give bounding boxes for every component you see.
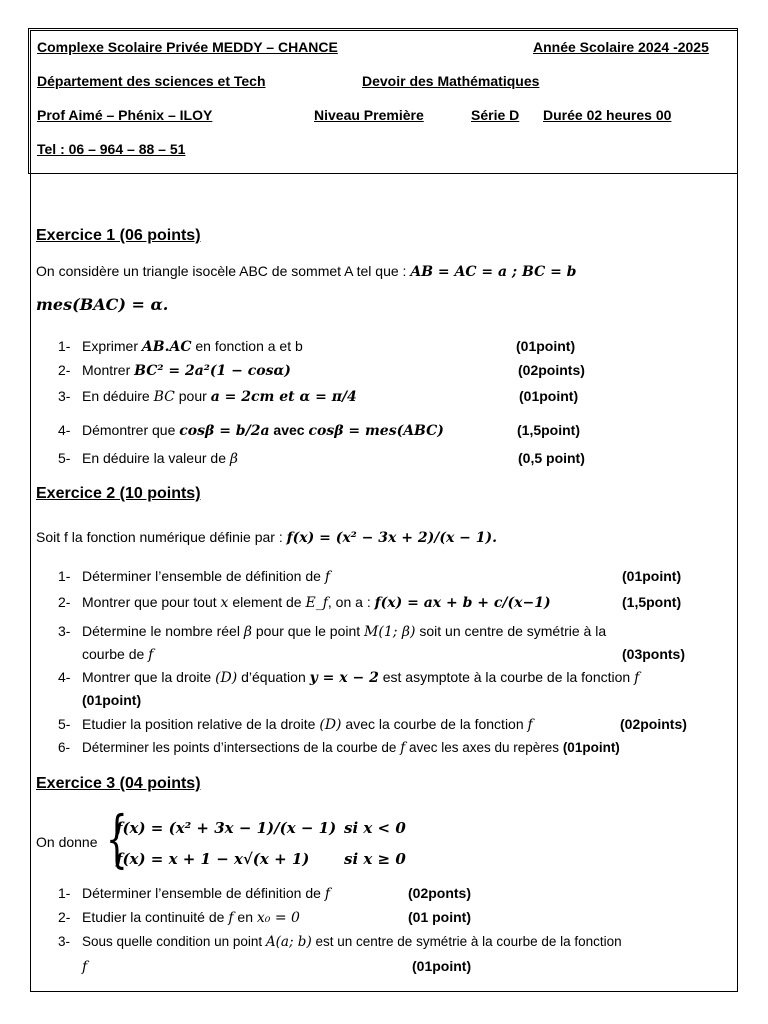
school-name: Complexe Scolaire Privée MEDDY – CHANCE (37, 39, 338, 55)
ex2-item-1-points: (01point) (622, 568, 682, 584)
exam-title: Devoir des Mathématiques (362, 73, 540, 89)
ex2-item-2: 2- Montrer que pour tout x element de E_f, on a : f(x) = ax + b + c/(x−1) (58, 594, 551, 611)
ex1-item-5-points: (0,5 point) (518, 450, 585, 466)
ex2-item-1: 1- Déterminer l’ensemble de définition de f (58, 568, 330, 585)
ex2-item-4-points: (01point) (82, 692, 142, 708)
page-frame (30, 30, 738, 992)
teacher: Prof Aimé – Phénix – ILOY (37, 107, 213, 123)
ex1-item-4: 4- Démontrer que cosβ = b/2a avec cosβ = mes(ABC) (58, 422, 444, 439)
ex3-item-2-points: (01 point) (408, 909, 471, 925)
exercise-1-title: Exercice 1 (06 points) (36, 227, 201, 244)
ex1-item-5: 5- En déduire la valeur de β (58, 450, 238, 467)
level: Niveau Première (314, 107, 424, 123)
ex2-item-5: 5- Etudier la position relative de la droite (D) avec la courbe de la fonction f (58, 716, 533, 733)
department: Département des sciences et Tech (37, 73, 266, 89)
ex1-item-1-points: (01point) (516, 338, 576, 354)
exercise-2-intro: Soit f la fonction numérique définie par : f(x) = (x² − 3x + 2)/(x − 1). (36, 529, 498, 546)
school-year: Année Scolaire 2024 -2025 (533, 39, 709, 55)
exercise-3-intro: On donne (36, 834, 98, 850)
series: Série D (471, 107, 520, 123)
piecewise-brace: { (106, 802, 128, 875)
ex1-item-2-points: (02points) (518, 362, 585, 378)
exercise-1-angle: mes(BAC) = α. (36, 295, 169, 314)
duration: Durée 02 heures 00 (543, 107, 672, 123)
ex2-item-3: 3- Détermine le nombre réel β pour que le point M(1; β) soit un centre de symétrie à la (58, 623, 607, 640)
ex2-item-3-points: (03ponts) (622, 646, 685, 662)
exercise-2-title: Exercice 2 (10 points) (36, 485, 201, 502)
ex3-item-3: 3- Sous quelle condition un point A(a; b) est un centre de symétrie à la courbe de la fonction (58, 934, 622, 950)
ex3-item-3-cont: f (82, 959, 88, 975)
ex3-case-2: f(x) = x + 1 − x√(x + 1) (116, 850, 310, 868)
ex1-item-1: 1- Exprimer AB.AC en fonction a et b (58, 338, 303, 355)
ex2-item-3-cont: courbe de f (82, 646, 154, 663)
telephone: Tel : 06 – 964 – 88 – 51 (37, 141, 186, 157)
ex3-item-1: 1- Déterminer l’ensemble de définition de f (58, 885, 330, 902)
exercise-1-intro: On considère un triangle isocèle ABC de sommet A tel que : AB = AC = a ; BC = b (36, 263, 577, 280)
ex3-item-2: 2- Etudier la continuité de f en x₀ = 0 (58, 909, 300, 926)
ex1-item-3-points: (01point) (519, 388, 579, 404)
ex3-item-1-points: (02ponts) (408, 885, 471, 901)
ex1-item-3: 3- En déduire BC pour a = 2cm et α = π/4 (58, 388, 357, 405)
ex3-case-1: f(x) = (x² + 3x − 1)/(x − 1) (116, 819, 337, 837)
ex2-item-2-points: (1,5pont) (622, 594, 682, 610)
ex1-item-2: 2- Montrer BC² = 2a²(1 − cosα) (58, 362, 291, 379)
ex3-cond-2: si x ≥ 0 (344, 850, 406, 868)
exercise-3-title: Exercice 3 (04 points) (36, 775, 201, 792)
ex2-item-5-points: (02points) (620, 716, 687, 732)
ex3-item-3-points: (01point) (412, 958, 472, 974)
ex1-item-4-points: (1,5point) (517, 422, 580, 438)
ex2-item-4: 4- Montrer que la droite (D) d’équation y = x − 2 est asymptote à la courbe de la fonction f (58, 669, 640, 686)
ex2-item-6: 6- Déterminer les points d’intersections de la courbe de f avec les axes du repères (01point) (58, 740, 620, 756)
ex3-cond-1: si x < 0 (344, 819, 406, 837)
